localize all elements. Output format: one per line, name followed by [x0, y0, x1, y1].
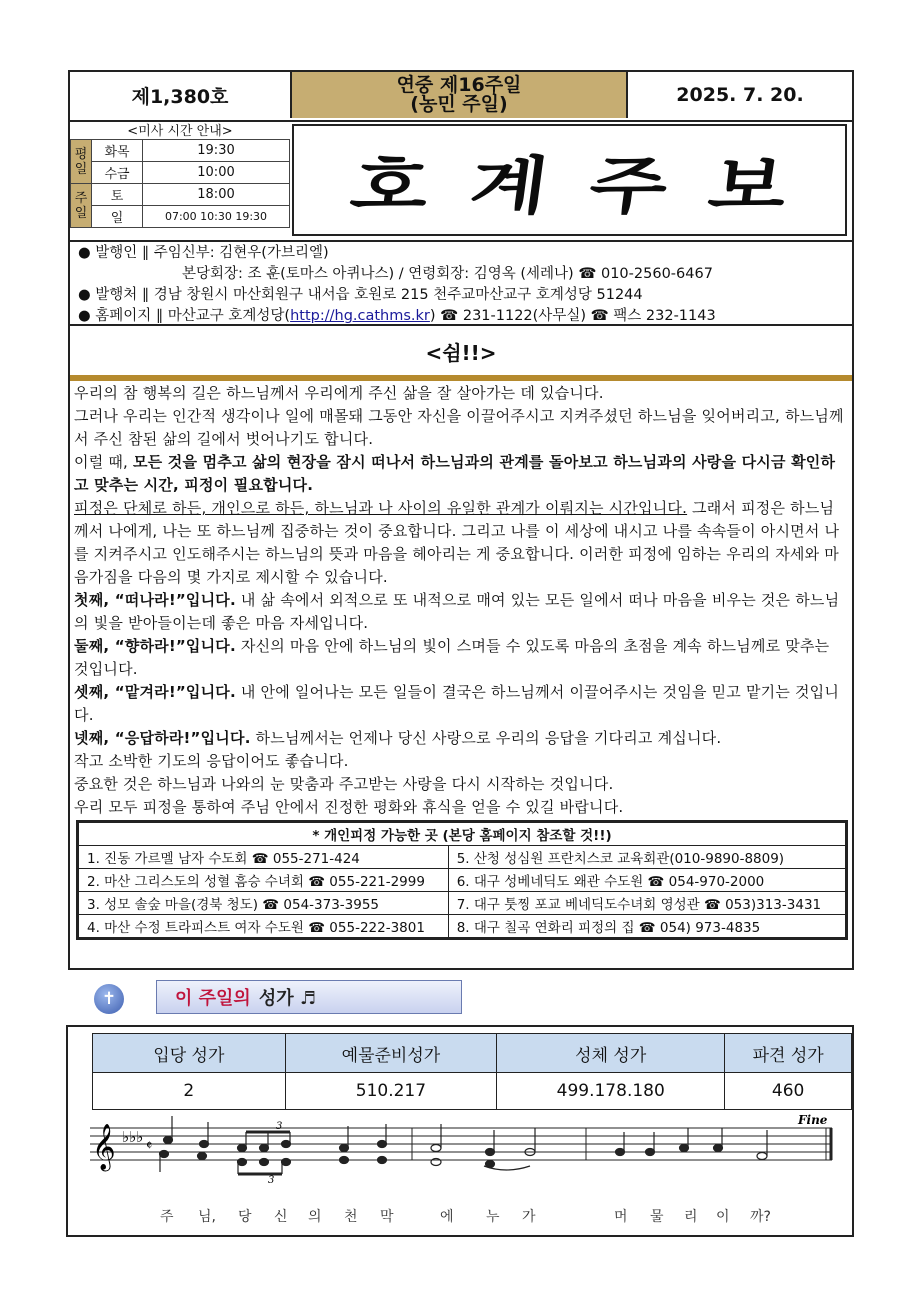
mass-day: 화목	[92, 140, 143, 162]
key-signature-icon: ♭♭♭	[122, 1128, 144, 1146]
triplet-mark: 3	[268, 1175, 275, 1186]
lyric-syllable: 신	[274, 1209, 288, 1225]
address-line: 발행처 ∥ 경남 창원시 마산회원구 내서읍 호원로 215 천주교마산교구 호계성당 51244	[95, 287, 643, 303]
hymn-header: 성체 성가	[497, 1034, 725, 1073]
place-item: 5. 산청 성심원 프란치스코 교육회관(010-9890-8809)	[448, 846, 845, 869]
place-item: 3. 성모 솔숲 마을(경북 청도) ☎ 054-373-3955	[79, 892, 449, 915]
lyric-syllable: 이	[716, 1209, 730, 1225]
hymn-table	[92, 1033, 852, 1110]
hymn-label-b: 성가 ♬	[258, 988, 317, 1009]
fine-label: Fine	[798, 1113, 828, 1127]
mass-day: 수금	[92, 162, 143, 184]
hymn-header: 파견 성가	[725, 1034, 852, 1073]
paragraph: 작고 소박한 기도의 응답이어도 좋습니다.	[74, 752, 349, 770]
mass-day: 토	[92, 184, 143, 206]
underlined-run: 피정은 단체로 하든, 개인으로 하든, 하느님과 나 사이의 유일한 관계가 이뤄지는 시간입니다.	[74, 499, 688, 517]
places-caption: * 개인피정 가능한 곳 (본당 홈페이지 참조할 것!!)	[79, 823, 846, 846]
cut-time-icon: 𝄵	[146, 1138, 153, 1154]
lyric-syllable: 리	[684, 1209, 698, 1225]
lyric-syllable: 물	[650, 1209, 664, 1225]
bullet-icon: ●	[78, 287, 91, 303]
paragraph: 그러나 우리는 인간적 생각이나 일에 매몰돼 그동안 자신을 이끌어주시고 지켜주셨던 하느님을 잊어버리고, 하느님께서 주신 참된 삶의 길에서 벗어나기도 합니다.	[74, 407, 844, 448]
lyric-syllable: 당	[238, 1209, 252, 1225]
treble-clef-icon: 𝄞	[92, 1124, 116, 1170]
bold-run: 첫째, “떠나라!”입니다.	[74, 591, 236, 609]
place-item: 4. 마산 수정 트라피스트 여자 수도원 ☎ 055-222-3801	[79, 915, 449, 938]
paragraph: 우리의 참 행복의 길은 하느님께서 우리에게 주신 삶을 잘 살아가는 데 있습니다.	[74, 384, 604, 402]
hymn-value: 499.178.180	[497, 1073, 725, 1110]
paragraph	[74, 727, 846, 750]
weekday-tag: 평일	[71, 140, 92, 184]
mass-time: 10:00	[143, 162, 290, 184]
lyric-syllable: 가	[522, 1209, 536, 1225]
bullet-icon: ●	[78, 308, 91, 324]
divider-bar	[70, 375, 852, 381]
paragraph	[74, 635, 846, 681]
music-staff	[86, 1110, 846, 1210]
bulletin-title	[292, 124, 847, 236]
article-title: <쉼!!>	[70, 326, 852, 378]
lyric-syllable: 님,	[198, 1209, 216, 1225]
bulletin-frame	[68, 70, 854, 970]
place-item: 1. 진동 가르멜 남자 수도회 ☎ 055-271-424	[79, 846, 449, 869]
text-run: 내 삶 속에서 외적으로 또 내적으로 매여 있는 모든 일에서 떠나 마음을 비우는 것은 하느님의 빛을 받아들이는데 좋은 마음 자세입니다.	[74, 591, 840, 632]
mass-schedule	[70, 120, 290, 238]
lyric-syllable: 주	[160, 1209, 174, 1225]
text-run: 하느님께서는 언제나 당신 사랑으로 우리의 응답을 기다리고 계십니다.	[250, 729, 722, 747]
hymn-header: 입당 성가	[93, 1034, 286, 1073]
hymn-label-a: 이 주일의	[175, 988, 251, 1009]
place-item: 2. 마산 그리스도의 성혈 흠승 수녀회 ☎ 055-221-2999	[79, 869, 449, 892]
week-line1: 연중 제16주일	[396, 74, 522, 96]
priest-name: 김현우(가브리엘)	[219, 245, 329, 261]
hymn-value: 2	[93, 1073, 286, 1110]
homepage-link[interactable]: http://hg.cathms.kr	[290, 308, 430, 324]
triplet-mark: 3	[276, 1121, 283, 1132]
title-text: 호계주보	[346, 148, 834, 222]
mass-time: 07:00 10:30 19:30	[143, 206, 290, 228]
publisher-info	[70, 240, 852, 326]
publisher-label: 발행인 ∥ 주임신부:	[95, 245, 215, 261]
retreat-places	[76, 820, 848, 940]
lyric-syllable: 누	[486, 1209, 500, 1225]
cross-icon: ✝	[94, 984, 124, 1014]
paragraph: 중요한 것은 하느님과 나와의 눈 맞춤과 주고받는 사랑을 다시 시작하는 것입니다.	[74, 775, 614, 793]
issue-date: 2025. 7. 20.	[676, 84, 804, 106]
mass-time: 18:00	[143, 184, 290, 206]
liturgical-week	[292, 72, 628, 118]
homepage-prefix: 홈페이지 ∥ 마산교구 호계성당(	[95, 308, 291, 324]
paragraph	[74, 451, 846, 497]
mass-day: 일	[92, 206, 143, 228]
place-item: 6. 대구 성베네딕도 왜관 수도원 ☎ 054-970-2000	[448, 869, 845, 892]
week-line2: (농민 주일)	[410, 93, 508, 115]
article-body	[74, 382, 846, 819]
issue-number: 제1,380호	[70, 72, 292, 118]
bold-run: 셋째, “맡겨라!”입니다.	[74, 683, 236, 701]
text-run: 자신의 마음 안에 하느님의 빛이 스며들 수 있도록 마음의 초점을 계속 하느님께로 맞추는 것입니다.	[74, 637, 830, 678]
hymn-label	[156, 980, 462, 1014]
text-run: 이럴 때,	[74, 453, 133, 471]
bullet-icon: ●	[78, 245, 91, 261]
lyric-syllable: 까?	[750, 1209, 771, 1225]
lyric-syllable: 의	[308, 1209, 322, 1225]
text-run: 그래서 피정은 하느님께서 나에게, 나는 또 하느님께 집중하는 것이 중요합니다. 그리고 나를 이 세상에 내시고 나를 속속들이 아시면서 나를 지켜주시고 인도해주시는 하느님의 뜻과 마음을 헤아리는 게 중요합니다. 이러한 피정에 임하는 우리의 자세와 마음가짐을 다음의 몇 가지로 제시할 수 있습니다.	[74, 499, 840, 586]
hymn-value: 510.217	[285, 1073, 497, 1110]
bold-run: 모든 것을 멈추고 삶의 현장을 잠시 떠나서 하느님과의 관계를 돌아보고 하느님과의 사랑을 다시금 확인하고 맞추는 시간, 피정이 필요합니다.	[74, 453, 836, 494]
mass-caption: <미사 시간 안내>	[71, 120, 290, 140]
mass-time: 19:30	[143, 140, 290, 162]
music-notes	[160, 1116, 768, 1174]
homepage-suffix: ) ☎ 231-1122(사무실) ☎ 팩스 232-1143	[429, 308, 716, 324]
council-line: 본당회장: 조 훈(토마스 아퀴나스) / 연령회장: 김영옥 (세레나) ☎ 010-2560-6467	[182, 266, 713, 282]
bold-run: 둘째, “향하라!”입니다.	[74, 637, 236, 655]
place-item: 7. 대구 툿찡 포교 베네딕도수녀회 영성관 ☎ 053)313-3431	[448, 892, 845, 915]
paragraph	[74, 497, 846, 589]
lyric-syllable: 머	[614, 1209, 628, 1225]
bold-run: 넷째, “응답하라!”입니다.	[74, 729, 251, 747]
paragraph: 우리 모두 피정을 통하여 주님 안에서 진정한 평화와 휴식을 얻을 수 있길 바랍니다.	[74, 798, 624, 816]
lyric-syllable: 천	[344, 1209, 358, 1225]
hymn-value: 460	[725, 1073, 852, 1110]
masthead-row	[70, 72, 852, 122]
paragraph	[74, 681, 846, 727]
lyric-syllable: 막	[380, 1209, 394, 1225]
text-run: 내 안에 일어나는 모든 일들이 결국은 하느님께서 이끌어주시는 것임을 믿고 맡기는 것입니다.	[74, 683, 840, 724]
hymn-header: 예물준비성가	[285, 1034, 497, 1073]
place-item: 8. 대구 칠곡 연화리 피정의 집 ☎ 054) 973-4835	[448, 915, 845, 938]
paragraph	[74, 589, 846, 635]
lyric-syllable: 에	[440, 1209, 454, 1225]
sunday-tag: 주일	[71, 184, 92, 228]
